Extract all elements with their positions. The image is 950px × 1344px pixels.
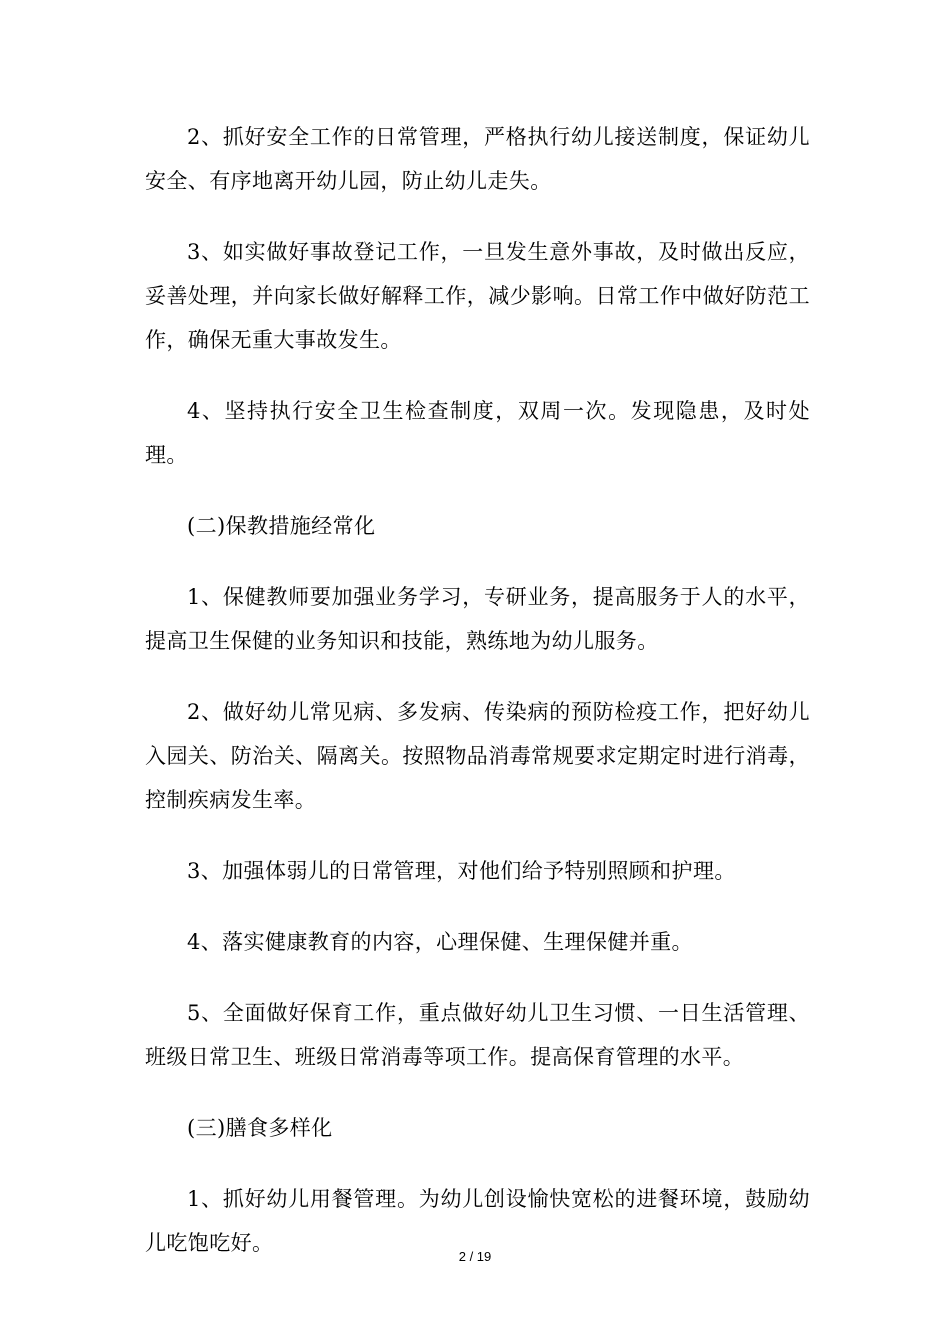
section-heading-diet-diversity: (三)膳食多样化: [187, 1116, 333, 1140]
page-number: 2 / 19: [458, 1249, 492, 1264]
document-body: [145, 115, 810, 1292]
paragraph-safety-inspection: 4、坚持执行安全卫生检查制度，双周一次。发现隐患，及时处理。: [145, 399, 810, 467]
paragraph-childcare-work: 5、全面做好保育工作，重点做好幼儿卫生习惯、一日生活管理、班级日常卫生、班级日常消毒等项工作。提高保育管理的水平。: [145, 1001, 810, 1069]
section-heading-care-education: (二)保教措施经常化: [187, 514, 376, 538]
paragraph-teacher-training: 1、保健教师要加强业务学习，专研业务，提高服务于人的水平，提高卫生保健的业务知识和技能，熟练地为幼儿服务。: [145, 585, 810, 653]
paragraph-safety-pickup: 2、抓好安全工作的日常管理，严格执行幼儿接送制度，保证幼儿安全、有序地离开幼儿园，防止幼儿走失。: [145, 125, 810, 193]
paragraph-weak-children-care: 3、加强体弱儿的日常管理，对他们给予特别照顾和护理。: [187, 859, 736, 883]
paragraph-accident-registration: 3、如实做好事故登记工作，一旦发生意外事故，及时做出反应，妥善处理，并向家长做好解释工作，减少影响。日常工作中做好防范工作，确保无重大事故发生。: [145, 240, 810, 352]
paragraph-health-education: 4、落实健康教育的内容，心理保健、生理保健并重。: [187, 930, 693, 954]
paragraph-disease-prevention: 2、做好幼儿常见病、多发病、传染病的预防检疫工作，把好幼儿入园关、防治关、隔离关。按照物品消毒常规要求定期定时进行消毒，控制疾病发生率。: [145, 700, 810, 812]
paragraph-meal-management: 1、抓好幼儿用餐管理。为幼儿创设愉快宽松的进餐环境，鼓励幼儿吃饱吃好。: [145, 1187, 810, 1255]
